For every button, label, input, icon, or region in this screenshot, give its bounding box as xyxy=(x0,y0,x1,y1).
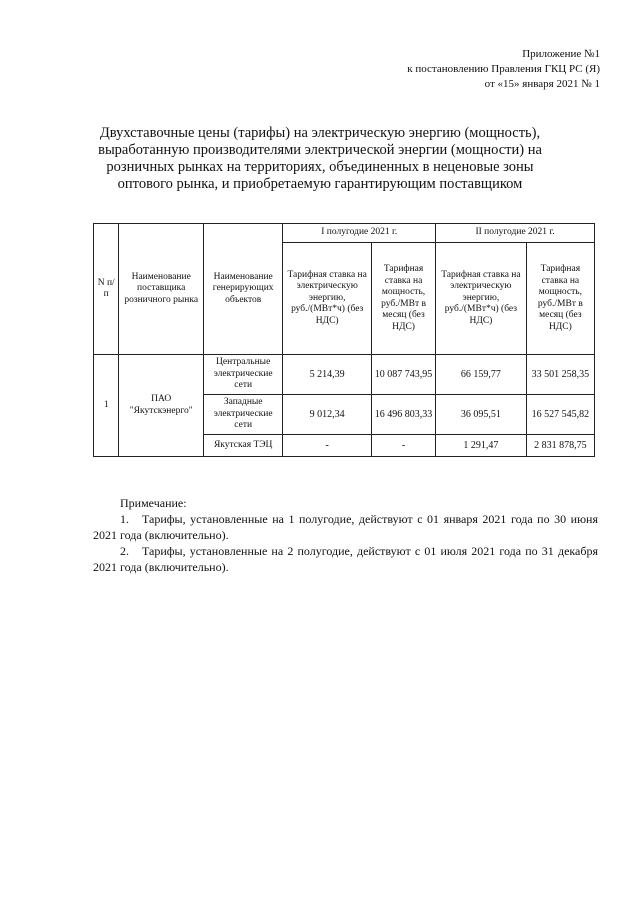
header-period-1: I полугодие 2021 г. xyxy=(283,224,436,243)
appendix-line: к постановлению Правления ГКЦ РС (Я) xyxy=(407,63,600,75)
h2-power-rate: 33 501 258,35 xyxy=(526,355,594,395)
header-number: N п/п xyxy=(94,224,119,355)
note-item xyxy=(93,511,598,543)
generating-object: Якутская ТЭЦ xyxy=(203,435,282,457)
note-number: 2. xyxy=(120,544,129,558)
title-line: оптового рынка, и приобретаемую гарантирующим поставщиком xyxy=(117,176,523,192)
appendix-line: Приложение №1 xyxy=(522,48,600,60)
h1-power-rate: - xyxy=(371,435,435,457)
header-supplier: Наименование поставщика розничного рынка xyxy=(119,224,204,355)
document-title xyxy=(60,125,580,193)
h2-power-rate: 2 831 878,75 xyxy=(526,435,594,457)
title-line: розничных рынках на территориях, объединенных в неценовые зоны xyxy=(106,159,534,175)
h2-energy-rate: 1 291,47 xyxy=(436,435,527,457)
header-generating-objects: Наименование генерирующих объектов xyxy=(203,224,282,355)
header-period-2: II полугодие 2021 г. xyxy=(436,224,595,243)
appendix-header xyxy=(407,47,600,92)
appendix-line: от «15» января 2021 № 1 xyxy=(484,78,600,90)
header-power-rate-h1: Тарифная ставка на мощность, руб./МВт в месяц (без НДС) xyxy=(371,243,435,355)
header-energy-rate-h2: Тарифная ставка на электрическую энергию, руб./(МВт*ч) (без НДС) xyxy=(436,243,527,355)
header-power-rate-h2: Тарифная ставка на мощность, руб./МВт в месяц (без НДС) xyxy=(526,243,594,355)
note-item xyxy=(93,543,598,575)
h1-power-rate: 16 496 803,33 xyxy=(371,395,435,435)
generating-object: Центральные электрические сети xyxy=(203,355,282,395)
note-text: Тарифы, установленные на 2 полугодие, действуют с 01 июля 2021 года по 31 декабря 2021 года (включительно). xyxy=(93,544,598,574)
notes-section xyxy=(93,495,598,575)
row-number: 1 xyxy=(94,355,119,457)
h1-energy-rate: 5 214,39 xyxy=(283,355,372,395)
h2-energy-rate: 66 159,77 xyxy=(436,355,527,395)
title-line: Двухставочные цены (тарифы) на электрическую энергию (мощность), xyxy=(99,125,541,141)
h1-energy-rate: 9 012,34 xyxy=(283,395,372,435)
h2-energy-rate: 36 095,51 xyxy=(436,395,527,435)
h2-power-rate: 16 527 545,82 xyxy=(526,395,594,435)
title-line: выработанную производителями электрической энергии (мощности) на xyxy=(98,142,542,158)
generating-object: Западные электрические сети xyxy=(203,395,282,435)
note-text: Тарифы, установленные на 1 полугодие, действуют с 01 января 2021 года по 30 июня 2021 года (включительно). xyxy=(93,512,598,542)
note-number: 1. xyxy=(120,512,129,526)
notes-heading: Примечание: xyxy=(120,496,187,510)
table-row xyxy=(94,355,595,395)
h1-energy-rate: - xyxy=(283,435,372,457)
h1-power-rate: 10 087 743,95 xyxy=(371,355,435,395)
tariff-table xyxy=(93,223,595,457)
header-energy-rate-h1: Тарифная ставка на электрическую энергию, руб./(МВт*ч) (без НДС) xyxy=(283,243,372,355)
supplier-name: ПАО "Якутскэнерго" xyxy=(119,355,204,457)
